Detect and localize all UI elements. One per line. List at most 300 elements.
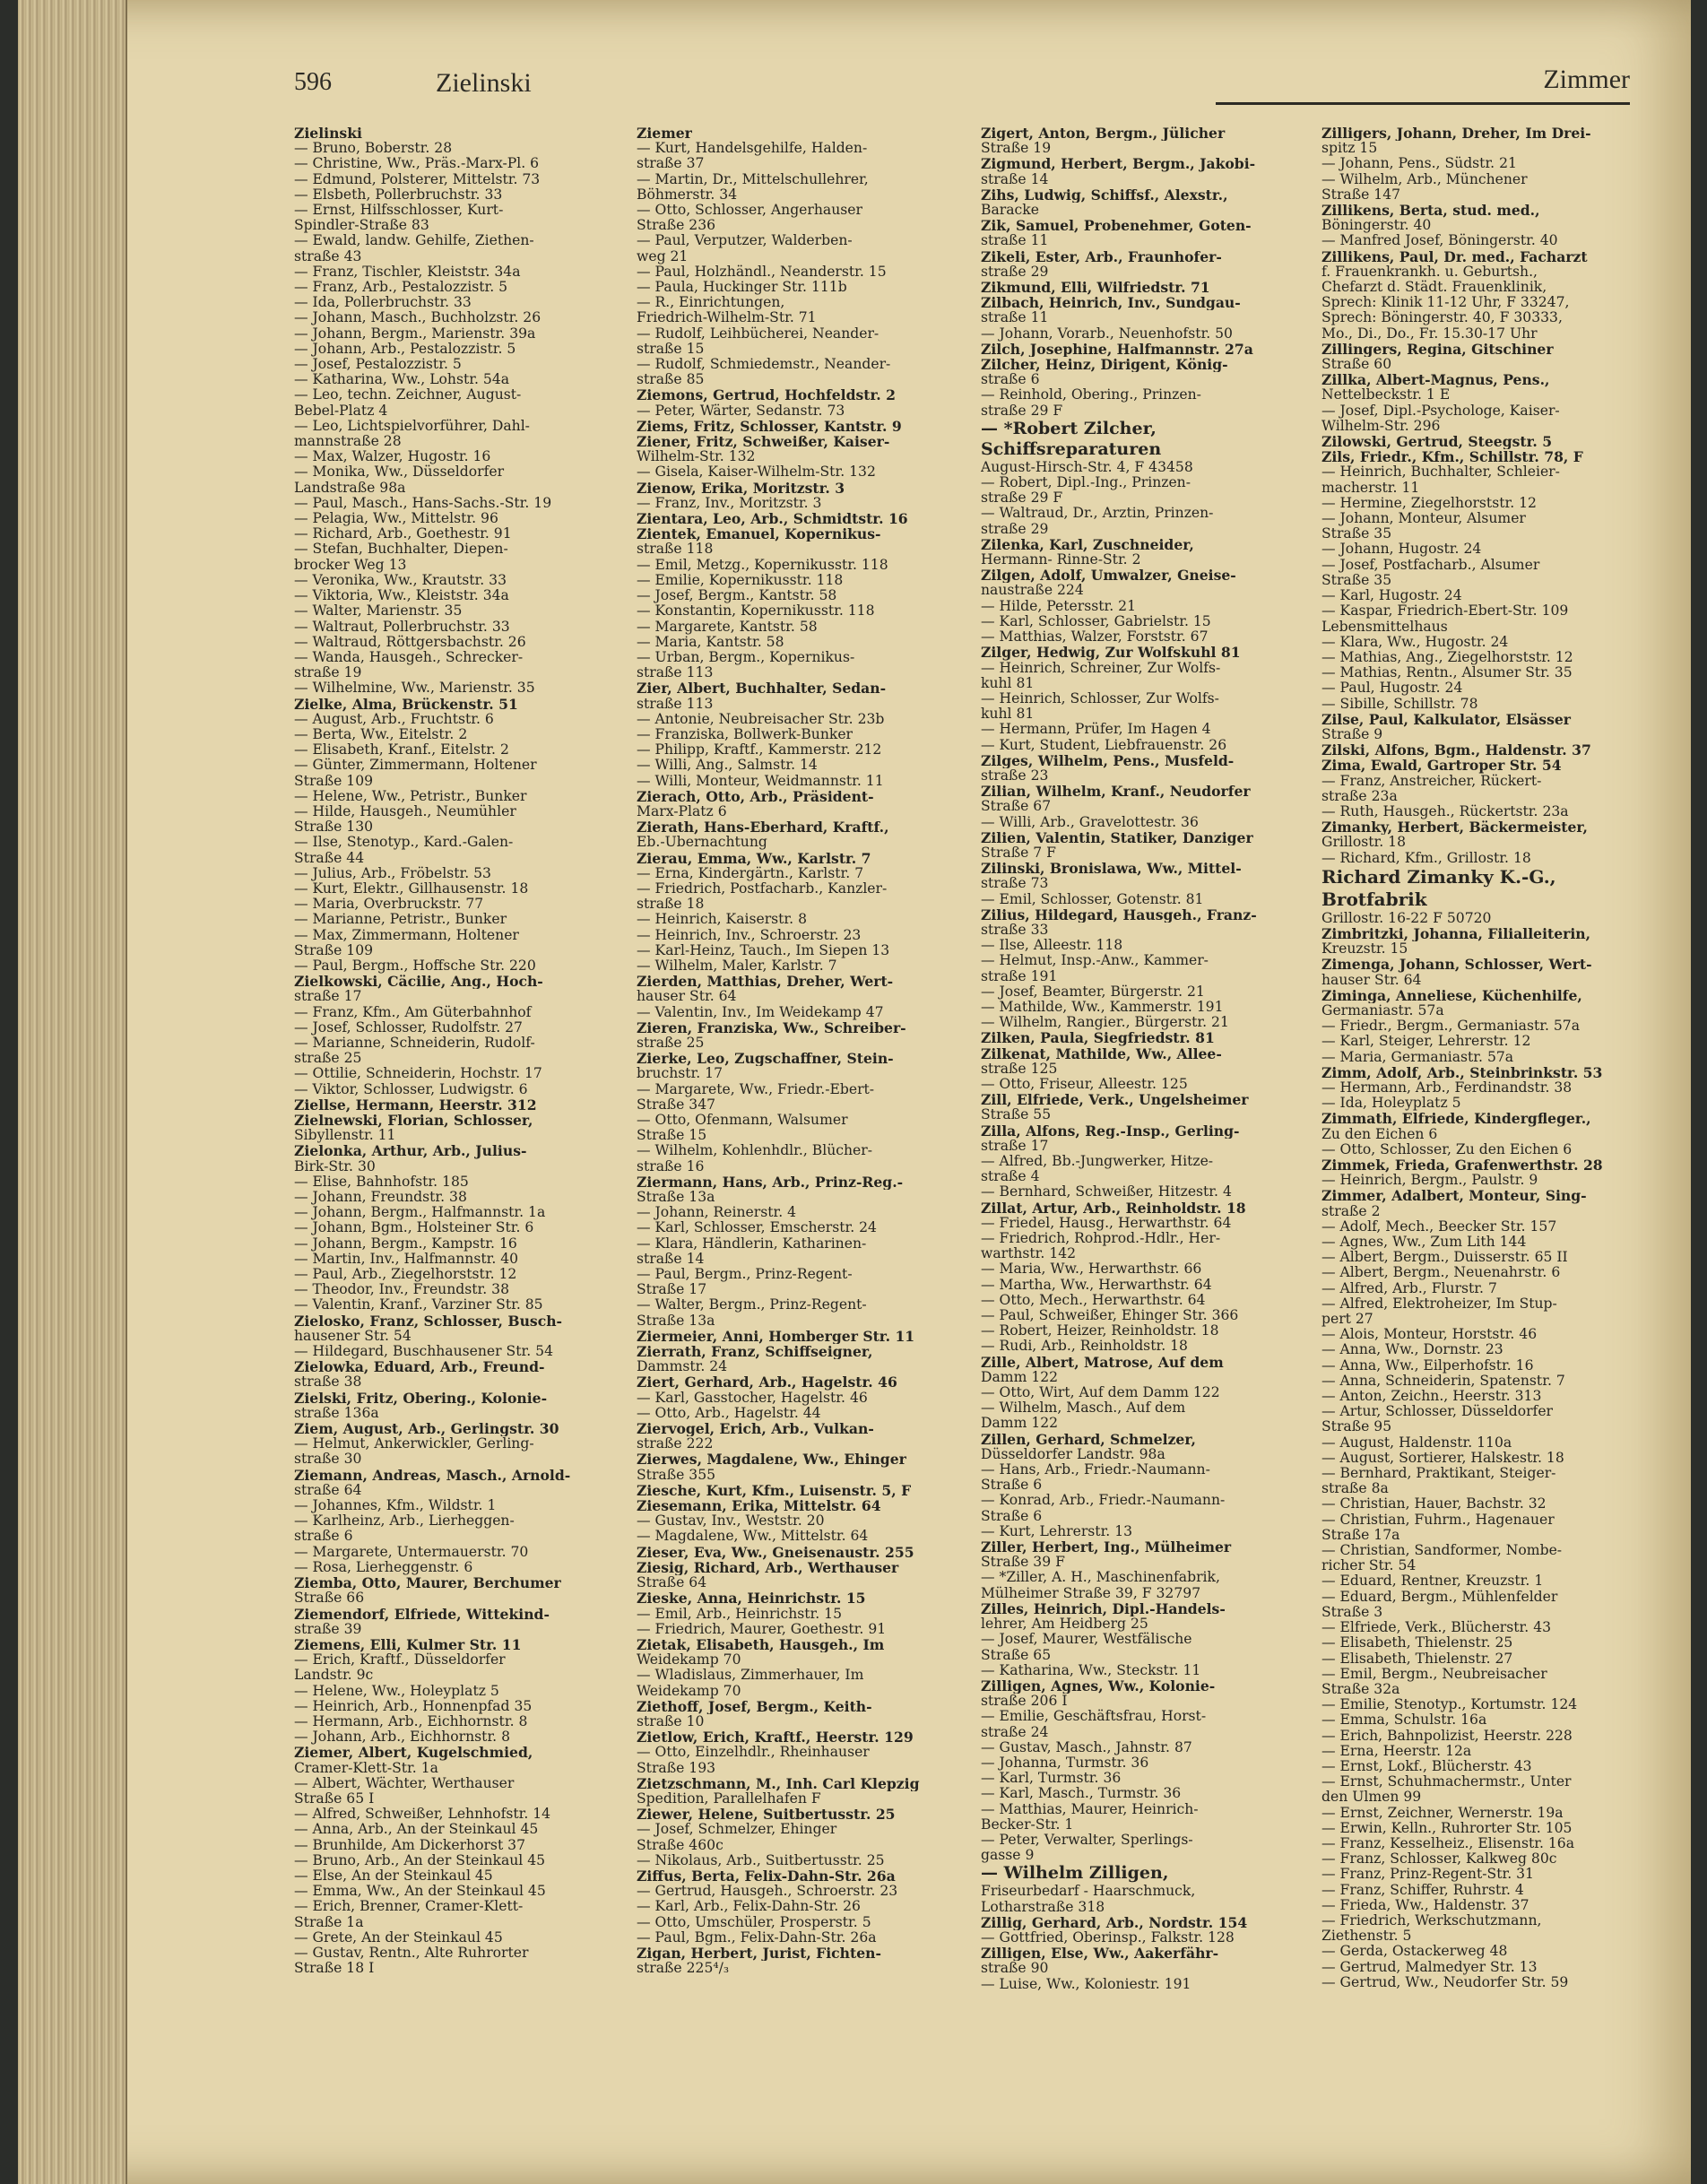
directory-entry: Ziener, Fritz, Schweißer, Kaiser-: [637, 434, 890, 450]
header-rule: [1216, 102, 1630, 105]
directory-entry: — Elisabeth, Thielenstr. 25: [1321, 1635, 1513, 1651]
directory-entry: Zierden, Matthias, Dreher, Wert-: [637, 974, 894, 990]
directory-entry: Ziller, Herbert, Ing., Mülheimer: [981, 1539, 1232, 1556]
directory-entry: — Helene, Ww., Holeyplatz 5: [294, 1683, 499, 1699]
directory-entry: — Heinrich, Schlosser, Zur Wolfs-: [981, 690, 1219, 706]
directory-entry: Hermann- Rinne-Str. 2: [981, 552, 1141, 568]
directory-entry: — Pelagia, Ww., Mittelstr. 96: [294, 511, 498, 527]
directory-entry: — Peter, Verwalter, Sperlings-: [981, 1832, 1193, 1848]
directory-entry: — Otto, Friseur, Alleestr. 125: [981, 1076, 1188, 1092]
directory-entry: — Friedrich, Rohprod.-Hdlr., Her-: [981, 1231, 1221, 1247]
directory-entry: Damm 122: [981, 1416, 1059, 1432]
directory-entry: August-Hirsch-Str. 4, F 43458: [981, 459, 1193, 475]
directory-entry: — Johann, Vorarb., Neuenhofstr. 50: [981, 325, 1233, 342]
directory-entry: Zilch, Josephine, Halfmannstr. 27a: [981, 341, 1253, 358]
directory-entry: — August, Sortierer, Halskestr. 18: [1321, 1450, 1564, 1466]
directory-entry: — Otto, Schlosser, Angerhauser: [637, 203, 862, 219]
directory-entry: — Hermine, Ziegelhorststr. 12: [1321, 495, 1537, 511]
directory-entry: straße 23: [981, 767, 1049, 784]
directory-entry: Zilowski, Gertrud, Steegstr. 5: [1321, 434, 1553, 450]
directory-entry: Zils, Friedr., Kfm., Schillstr. 78, F: [1321, 449, 1583, 465]
directory-entry: — Bernhard, Praktikant, Steiger-: [1321, 1466, 1556, 1482]
directory-entry: straße 43: [294, 248, 362, 264]
directory-entry: — Alois, Monteur, Horststr. 46: [1321, 1327, 1538, 1343]
directory-entry: — Grete, An der Steinkaul 45: [294, 1929, 503, 1946]
directory-entry: Ziermeier, Anni, Homberger Str. 11: [637, 1328, 915, 1345]
directory-entry: naustraße 224: [981, 583, 1084, 599]
directory-entry: Lebensmittelhaus: [1321, 619, 1448, 635]
directory-entry: Baracke: [981, 203, 1039, 219]
directory-entry: — Paul, Bgm., Felix-Dahn-Str. 26a: [637, 1929, 877, 1946]
directory-entry: Ziellse, Hermann, Heerstr. 312: [294, 1096, 537, 1113]
directory-entry: Straße 39 F: [981, 1555, 1065, 1571]
directory-entry: — Willi, Arb., Gravelottestr. 36: [981, 814, 1199, 830]
directory-entry: — Ewald, landw. Gehilfe, Ziethen-: [294, 233, 534, 249]
directory-entry: straße 30: [294, 1452, 362, 1468]
directory-entry: Straße 109: [294, 942, 374, 958]
directory-entry: — Kurt, Student, Liebfrauenstr. 26: [981, 737, 1227, 753]
directory-entry: — Max, Zimmermann, Holtener: [294, 927, 519, 943]
directory-entry: Ziemens, Elli, Kulmer Str. 11: [294, 1636, 522, 1653]
directory-entry: Straße 130: [294, 819, 374, 836]
directory-entry: — Ottilie, Schneiderin, Hochstr. 17: [294, 1066, 542, 1082]
directory-entry: — Ilse, Stenotyp., Kard.-Galen-: [294, 835, 514, 851]
directory-entry: straße 2: [1321, 1203, 1381, 1219]
directory-entry: straße 85: [637, 372, 705, 388]
directory-entry: — Josef, Dipl.-Psychologe, Kaiser-: [1321, 403, 1560, 419]
directory-entry: — Kaspar, Friedrich-Ebert-Str. 109: [1321, 603, 1569, 620]
directory-entry: — Johann, Arb., Pestalozzistr. 5: [294, 341, 516, 357]
directory-entry: Straße 3: [1321, 1604, 1383, 1620]
directory-entry: — Artur, Schlosser, Düsseldorfer: [1321, 1404, 1553, 1420]
directory-entry: — August, Haldenstr. 110a: [1321, 1434, 1512, 1451]
directory-entry: — Frieda, Ww., Haldenstr. 37: [1321, 1897, 1529, 1913]
directory-entry: — Karl, Masch., Turmstr. 36: [981, 1786, 1182, 1802]
directory-entry: Straße 44: [294, 850, 365, 866]
directory-entry: straße 118: [637, 542, 714, 558]
directory-entry: — Willi, Ang., Salmstr. 14: [637, 758, 818, 774]
directory-entry: gasse 9: [981, 1848, 1035, 1864]
directory-entry: — Johann, Bergm., Kampstr. 16: [294, 1235, 517, 1252]
directory-entry: — Karl, Steiger, Lehrerstr. 12: [1321, 1034, 1531, 1050]
directory-entry: — Rudi, Arb., Reinholdstr. 18: [981, 1339, 1188, 1355]
directory-entry: Ziemba, Otto, Maurer, Berchumer: [294, 1575, 561, 1591]
directory-entry: Bebel-Platz 4: [294, 403, 388, 419]
directory-entry: Zigert, Anton, Bergm., Jülicher: [981, 126, 1226, 142]
directory-entry: — Gustav, Rentn., Alte Ruhrorter: [294, 1945, 529, 1961]
directory-entry: Straße 17: [637, 1282, 707, 1298]
directory-entry: Damm 122: [981, 1369, 1059, 1385]
directory-entry: — Franz, Anstreicher, Rückert-: [1321, 773, 1542, 789]
directory-entry: Straße 66: [294, 1590, 365, 1607]
directory-entry: — Franz, Schlosser, Kalkweg 80c: [1321, 1851, 1557, 1868]
head-name: Zielinski: [436, 68, 532, 98]
directory-entry: straße 17: [981, 1138, 1049, 1154]
directory-entry: — Hildegard, Buschhausener Str. 54: [294, 1344, 553, 1360]
directory-entry: Grillostr. 18: [1321, 835, 1407, 851]
directory-entry: bruchstr. 17: [637, 1066, 724, 1082]
directory-entry: — Luise, Ww., Koloniestr. 191: [981, 1976, 1191, 1992]
directory-entry: Straße 236: [637, 218, 716, 234]
directory-entry: — Wilhelm, Maler, Karlstr. 7: [637, 958, 837, 974]
directory-column-4: [1321, 126, 1644, 1990]
directory-entry: Kreuzstr. 15: [1321, 941, 1408, 958]
directory-entry: Zilger, Hedwig, Zur Wolfskuhl 81: [981, 645, 1241, 661]
directory-entry: — Gertrud, Ww., Neudorfer Str. 59: [1321, 1974, 1569, 1990]
directory-entry: — Klara, Händlerin, Katharinen-: [637, 1235, 867, 1252]
directory-entry: — Stefan, Buchhalter, Diepen-: [294, 542, 508, 558]
directory-entry: straße 25: [637, 1035, 705, 1051]
directory-entry: Zilles, Heinrich, Dipl.-Handels-: [981, 1600, 1226, 1617]
directory-entry: — Ilse, Alleestr. 118: [981, 938, 1123, 954]
directory-entry: warthstr. 142: [981, 1246, 1077, 1262]
directory-entry: — Ida, Pollerbruchstr. 33: [294, 295, 472, 311]
directory-entry: — Valentin, Kranf., Varziner Str. 85: [294, 1297, 543, 1313]
directory-entry: Böhmerstr. 34: [637, 186, 738, 203]
directory-entry: straße 16: [637, 1158, 705, 1174]
directory-entry: — Mathias, Rentn., Alsumer Str. 35: [1321, 665, 1573, 681]
directory-entry: — Matthias, Walzer, Forststr. 67: [981, 629, 1209, 646]
directory-entry: straße 23a: [1321, 788, 1398, 804]
directory-entry: straße 206 I: [981, 1694, 1068, 1710]
directory-entry: — Albert, Wächter, Werthauser: [294, 1775, 515, 1791]
directory-entry: Straße 6: [981, 1508, 1043, 1524]
directory-entry: Zilla, Alfons, Reg.-Insp., Gerling-: [981, 1122, 1240, 1139]
directory-entry: straße 14: [981, 171, 1049, 187]
directory-entry: Zieske, Anna, Heinrichstr. 15: [637, 1590, 866, 1607]
directory-entry: Straße 95: [1321, 1419, 1392, 1435]
directory-entry: — Christian, Sandformer, Nombe-: [1321, 1543, 1563, 1559]
directory-entry: Zientara, Leo, Arb., Schmidtstr. 16: [637, 511, 908, 527]
directory-entry: — Heinrich, Buchhalter, Schleier-: [1321, 464, 1560, 481]
directory-entry: — Josef, Beamter, Bürgerstr. 21: [981, 984, 1205, 1000]
directory-entry: straße 18: [637, 897, 705, 913]
directory-entry: — Konstantin, Kopernikusstr. 118: [637, 603, 875, 620]
directory-entry: Zier, Albert, Buchhalter, Sedan-: [637, 680, 887, 697]
directory-entry: — Ruth, Hausgeh., Rückertstr. 23a: [1321, 803, 1569, 819]
directory-entry: mannstraße 28: [294, 434, 402, 450]
directory-entry: Weidekamp 70: [637, 1652, 741, 1668]
directory-entry: kuhl 81: [981, 706, 1035, 723]
directory-entry: — Christian, Hauer, Bachstr. 32: [1321, 1496, 1547, 1512]
directory-entry: — Ernst, Schuhmachermstr., Unter: [1321, 1774, 1572, 1790]
directory-entry: — Karl, Turmstr. 36: [981, 1771, 1122, 1787]
directory-entry: — Margarete, Kantstr. 58: [637, 619, 818, 635]
directory-entry: — Julius, Arb., Fröbelstr. 53: [294, 865, 491, 881]
directory-entry: — Gustav, Inv., Weststr. 20: [637, 1513, 825, 1530]
directory-entry: — *Ziller, A. H., Maschinenfabrik,: [981, 1570, 1220, 1586]
directory-entry: Grillostr. 16-22 F 50720: [1321, 910, 1492, 926]
directory-entry: straße 113: [637, 665, 714, 681]
directory-entry: Zilken, Paula, Siegfriedstr. 81: [981, 1030, 1215, 1046]
directory-entry: Cramer-Klett-Str. 1a: [294, 1760, 438, 1776]
directory-entry: Zilski, Alfons, Bgm., Haldenstr. 37: [1321, 742, 1591, 758]
directory-entry: Landstr. 9c: [294, 1668, 374, 1684]
directory-entry: Ziermann, Hans, Arb., Prinz-Reg.-: [637, 1174, 904, 1191]
directory-entry: — Konrad, Arb., Friedr.-Naumann-: [981, 1493, 1226, 1509]
directory-entry: — Otto, Arb., Hagelstr. 44: [637, 1405, 821, 1421]
directory-entry: — Heinrich, Bergm., Paulstr. 9: [1321, 1173, 1538, 1189]
directory-entry: — Waltraud, Dr., Ärztin, Prinzen-: [981, 506, 1214, 522]
directory-entry: — Rudolf, Leihbücherei, Neander-: [637, 325, 879, 342]
directory-entry: f. Frauenkrankh. u. Geburtsh.,: [1321, 264, 1538, 280]
directory-entry: — Franz, Kfm., Am Güterbahnhof: [294, 1004, 532, 1020]
directory-entry: Zilius, Hildegard, Hausgeh., Franz-: [981, 906, 1257, 923]
directory-entry: — Wilhelm Zilligen,: [981, 1863, 1169, 1884]
directory-entry: Zimmath, Elfriede, Kindergfleger.,: [1321, 1111, 1591, 1127]
directory-entry: Ziesig, Richard, Arb., Werthauser: [637, 1559, 899, 1576]
directory-entry: Zielnewski, Florian, Schlosser,: [294, 1113, 533, 1129]
directory-entry: — Reinhold, Obering., Prinzen-: [981, 387, 1201, 403]
directory-entry: — Gisela, Kaiser-Wilhelm-Str. 132: [637, 464, 876, 481]
directory-entry: straße 191: [981, 968, 1058, 984]
directory-entry: Zieren, Franziska, Ww., Schreiber-: [637, 1019, 906, 1036]
directory-entry: — Heinrich, Inv., Schroerstr. 23: [637, 927, 862, 943]
directory-entry: Weidekamp 70: [637, 1683, 741, 1699]
directory-entry: straße 29 F: [981, 490, 1063, 507]
directory-entry: — Hermann, Arb., Eichhornstr. 8: [294, 1713, 528, 1729]
directory-entry: — Paul, Bergm., Hoffsche Str. 220: [294, 958, 536, 974]
directory-entry: — Berta, Ww., Eitelstr. 2: [294, 726, 468, 742]
directory-entry: Ziffus, Berta, Felix-Dahn-Str. 26a: [637, 1868, 896, 1885]
page-edge-stack: [18, 0, 127, 2184]
directory-entry: — Edmund, Polsterer, Mittelstr. 73: [294, 171, 541, 187]
directory-entry: Friseurbedarf - Haarschmuck,: [981, 1884, 1196, 1900]
directory-entry: — Ernst, Hilfsschlosser, Kurt-: [294, 203, 504, 219]
directory-entry: straße 24: [981, 1724, 1049, 1740]
directory-entry: straße 15: [637, 341, 705, 357]
directory-entry: — Elfriede, Verk., Blücherstr. 43: [1321, 1620, 1552, 1636]
directory-entry: Spindler-Straße 83: [294, 218, 429, 234]
directory-entry: Zilse, Paul, Kalkulator, Elsässer: [1321, 711, 1571, 727]
directory-entry: Zielkowski, Cäcilie, Ang., Hoch-: [294, 974, 543, 990]
directory-entry: straße 37: [637, 156, 705, 172]
directory-entry: — Karlheinz, Arb., Lierheggen-: [294, 1513, 515, 1530]
directory-entry: — Gottfried, Oberinsp., Falkstr. 128: [981, 1929, 1235, 1946]
directory-entry: — Ernst, Lokf., Blücherstr. 43: [1321, 1758, 1532, 1774]
directory-entry: — Wanda, Hausgeh., Schrecker-: [294, 649, 524, 665]
directory-entry: — Valentin, Inv., Im Weidekamp 47: [637, 1004, 884, 1020]
directory-entry: Straße 6: [981, 1478, 1043, 1494]
directory-entry: straße 225⁴/₃: [637, 1961, 730, 1977]
directory-entry: Zillen, Gerhard, Schmelzer,: [981, 1431, 1196, 1447]
directory-entry: — Josef, Bergm., Kantstr. 58: [637, 588, 837, 604]
directory-entry: straße 136a: [294, 1405, 379, 1421]
directory-entry: — Josef, Postfacharb., Alsumer: [1321, 557, 1540, 573]
directory-entry: Birk-Str. 30: [294, 1158, 376, 1174]
directory-entry: straße 19: [294, 665, 362, 681]
directory-entry: — Emil, Metzg., Kopernikusstr. 118: [637, 557, 888, 573]
directory-entry: Straße 13a: [637, 1313, 715, 1329]
directory-entry: brocker Weg 13: [294, 557, 407, 573]
directory-entry: Zikeli, Ester, Arb., Fraunhofer-: [981, 248, 1222, 264]
directory-entry: — Else, An der Steinkaul 45: [294, 1868, 493, 1884]
directory-entry: — Heinrich, Arb., Honnenpfad 35: [294, 1698, 533, 1714]
directory-entry: Ziemer: [637, 126, 692, 142]
directory-entry: — Erwin, Kelln., Ruhrorter Str. 105: [1321, 1820, 1573, 1836]
directory-entry: Straße 35: [1321, 526, 1392, 542]
directory-entry: hauser Str. 64: [637, 989, 737, 1005]
directory-entry: — Sibille, Schillstr. 78: [1321, 696, 1478, 712]
directory-entry: — Leo, techn. Zeichner, August-: [294, 387, 522, 403]
directory-entry: Straße 55: [981, 1107, 1052, 1123]
directory-entry: Straße 65: [981, 1647, 1052, 1663]
directory-entry: Zielonka, Arthur, Arb., Julius-: [294, 1143, 527, 1159]
directory-entry: Sibyllenstr. 11: [294, 1128, 396, 1144]
directory-entry: Zierath, Hans-Eberhard, Kraftf.,: [637, 819, 889, 836]
directory-entry: kuhl 81: [981, 675, 1035, 691]
directory-entry: — Emilie, Kopernikusstr. 118: [637, 572, 844, 588]
directory-entry: — R., Einrichtungen,: [637, 295, 785, 311]
directory-entry: — Max, Walzer, Hugostr. 16: [294, 449, 491, 465]
directory-entry: Zille, Albert, Matrose, Auf dem: [981, 1354, 1224, 1370]
directory-entry: Sprech: Böningerstr. 40, F 30333,: [1321, 310, 1563, 326]
directory-entry: Straße 64: [637, 1575, 707, 1591]
directory-entry: — Kurt, Lehrerstr. 13: [981, 1523, 1133, 1539]
directory-entry: straße 38: [294, 1374, 362, 1391]
directory-entry: — Friedel, Hausg., Herwarthstr. 64: [981, 1215, 1232, 1231]
directory-entry: — Franz, Schiffer, Ruhrstr. 4: [1321, 1882, 1524, 1898]
directory-entry: — Klara, Ww., Hugostr. 24: [1321, 634, 1509, 650]
directory-entry: Zietlow, Erich, Kraftf., Heerstr. 129: [637, 1729, 914, 1746]
directory-entry: — Alfred, Bb.-Jungwerker, Hitze-: [981, 1154, 1214, 1169]
directory-entry: Ziemendorf, Elfriede, Wittekind-: [294, 1606, 550, 1622]
directory-entry: — Johann, Bgm., Holsteiner Str. 6: [294, 1220, 534, 1236]
directory-entry: — Kurt, Handelsgehilfe, Halden-: [637, 141, 868, 157]
directory-entry: Zierrath, Franz, Schiffseigner,: [637, 1344, 873, 1360]
directory-entry: Ziemons, Gertrud, Hochfeldstr. 2: [637, 387, 896, 403]
directory-entry: Ziewer, Helene, Suitbertusstr. 25: [637, 1807, 896, 1823]
directory-entry: — Katharina, Ww., Lohstr. 54a: [294, 372, 510, 388]
directory-entry: Zu den Eichen 6: [1321, 1126, 1438, 1142]
directory-entry: straße 11: [981, 310, 1049, 326]
directory-entry: Ziesemann, Erika, Mittelstr. 64: [637, 1498, 881, 1514]
directory-entry: Zillat, Artur, Arb., Reinholdstr. 18: [981, 1200, 1246, 1216]
directory-entry: Ziminga, Anneliese, Küchenhilfe,: [1321, 987, 1582, 1003]
directory-entry: — Emma, Ww., An der Steinkaul 45: [294, 1884, 546, 1900]
directory-entry: Zilbach, Heinrich, Inv., Sundgau-: [981, 295, 1241, 311]
directory-entry: Zietzschmann, M., Inh. Carl Klepzig: [637, 1775, 920, 1791]
directory-entry: — Hilde, Petersstr. 21: [981, 598, 1136, 614]
directory-entry: Zielinski: [294, 126, 362, 142]
directory-entry: pert 27: [1321, 1312, 1373, 1328]
directory-entry: — Emil, Bergm., Neubreisacher: [1321, 1666, 1547, 1682]
directory-entry: — Kurt, Elektr., Gillhausenstr. 18: [294, 880, 529, 897]
directory-entry: Zillingers, Regina, Gitschiner: [1321, 341, 1554, 358]
directory-entry: Zimenga, Johann, Schlosser, Wert-: [1321, 957, 1592, 973]
directory-entry: — Richard, Arb., Goethestr. 91: [294, 526, 512, 542]
directory-entry: — Hermann, Arb., Ferdinandstr. 38: [1321, 1079, 1573, 1096]
directory-entry: Schiffsreparaturen: [981, 438, 1162, 459]
directory-entry: straße 8a: [1321, 1481, 1389, 1497]
directory-entry: — Peter, Wärter, Sedanstr. 73: [637, 403, 845, 419]
directory-entry: Zientek, Emanuel, Kopernikus-: [637, 526, 881, 542]
directory-entry: — Maria, Kantstr. 58: [637, 634, 784, 650]
directory-column-3: [981, 126, 1304, 1992]
directory-entry: straße 29: [981, 264, 1049, 280]
directory-entry: — Christian, Fuhrm., Hagenauer: [1321, 1512, 1555, 1528]
directory-entry: Ziesche, Kurt, Kfm., Luisenstr. 5, F: [637, 1482, 912, 1499]
directory-entry: Straße 193: [637, 1760, 716, 1776]
directory-entry: Ziemann, Andreas, Masch., Arnold-: [294, 1467, 571, 1483]
directory-entry: Zienow, Erika, Moritzstr. 3: [637, 480, 845, 496]
directory-entry: — Mathilde, Ww., Kammerstr. 191: [981, 999, 1224, 1015]
directory-entry: — Magdalene, Ww., Mittelstr. 64: [637, 1529, 869, 1545]
directory-entry: Düsseldorfer Landstr. 98a: [981, 1446, 1165, 1462]
directory-entry: straße 222: [637, 1436, 714, 1452]
directory-entry: — Josef, Pestalozzistr. 5: [294, 357, 462, 373]
directory-entry: — Elsbeth, Pollerbruchstr. 33: [294, 186, 503, 203]
directory-entry: — Erich, Kraftf., Düsseldorfer: [294, 1652, 506, 1668]
directory-entry: Zielski, Fritz, Obering., Kolonie-: [294, 1390, 548, 1406]
directory-entry: — Martin, Dr., Mittelschullehrer,: [637, 171, 869, 187]
directory-entry: — Elisabeth, Kranf., Eitelstr. 2: [294, 742, 509, 758]
directory-entry: — Marianne, Schneiderin, Rudolf-: [294, 1035, 535, 1051]
directory-entry: — Emil, Arb., Heinrichstr. 15: [637, 1606, 843, 1622]
directory-entry: — Franz, Tischler, Kleiststr. 34a: [294, 264, 521, 280]
directory-entry: — Paul, Schweißer, Ehinger Str. 366: [981, 1308, 1239, 1324]
directory-entry: — Wladislaus, Zimmerhauer, Im: [637, 1668, 864, 1684]
directory-entry: — Waltraud, Röttgersbachstr. 26: [294, 634, 526, 650]
directory-entry: — Viktor, Schlosser, Ludwigstr. 6: [294, 1081, 528, 1097]
directory-entry: — Alfred, Elektroheizer, Im Stup-: [1321, 1296, 1557, 1312]
directory-entry: straße 14: [637, 1251, 705, 1267]
directory-entry: — Urban, Bergm., Kopernikus-: [637, 649, 855, 665]
directory-page: [18, 0, 1691, 2184]
directory-entry: Zillikens, Berta, stud. med.,: [1321, 203, 1540, 219]
directory-entry: — Emil, Schlosser, Gotenstr. 81: [981, 891, 1204, 907]
directory-entry: Zierwes, Magdalene, Ww., Ehinger: [637, 1452, 906, 1468]
directory-entry: Chefarzt d. Städt. Frauenklinik,: [1321, 280, 1547, 296]
directory-entry: — Johannes, Kfm., Wildstr. 1: [294, 1498, 497, 1514]
directory-entry: — Franz, Prinz-Regent-Str. 31: [1321, 1867, 1534, 1883]
directory-entry: — Maria, Germaniastr. 57a: [1321, 1049, 1514, 1065]
directory-entry: — Elise, Bahnhofstr. 185: [294, 1174, 469, 1190]
directory-entry: — Katharina, Ww., Steckstr. 11: [981, 1662, 1201, 1678]
directory-entry: — Waltraut, Pollerbruchstr. 33: [294, 619, 510, 635]
directory-entry: — Hilde, Hausgeh., Neumühler: [294, 803, 516, 819]
directory-entry: — Gertrud, Hausgeh., Schroerstr. 23: [637, 1884, 898, 1900]
directory-entry: spitz 15: [1321, 141, 1378, 157]
directory-entry: — Rudolf, Schmiedemstr., Neander-: [637, 357, 891, 373]
directory-entry: — Paul, Verputzer, Walderben-: [637, 233, 853, 249]
directory-entry: Zierke, Leo, Zugschaffner, Stein-: [637, 1051, 894, 1067]
directory-entry: — Richard, Kfm., Grillostr. 18: [1321, 850, 1531, 866]
directory-entry: — Bruno, Arb., An der Steinkaul 45: [294, 1852, 546, 1868]
directory-entry: — Paula, Huckinger Str. 111b: [637, 280, 847, 296]
directory-entry: — Margarete, Ww., Friedr.-Ebert-: [637, 1081, 875, 1097]
directory-entry: Zima, Ewald, Gartroper Str. 54: [1321, 758, 1562, 774]
directory-entry: — Alfred, Arb., Flurstr. 7: [1321, 1280, 1497, 1296]
directory-entry: Zilinski, Bronislawa, Ww., Mittel-: [981, 861, 1242, 877]
directory-entry: — Anna, Arb., An der Steinkaul 45: [294, 1822, 539, 1838]
directory-entry: — Maria, Ww., Herwarthstr. 66: [981, 1261, 1202, 1278]
directory-entry: straße 4: [981, 1169, 1040, 1185]
directory-entry: Zimm, Adolf, Arb., Steinbrinkstr. 53: [1321, 1064, 1603, 1080]
directory-entry: — Johann, Freundstr. 38: [294, 1190, 467, 1206]
directory-entry: straße 6: [981, 372, 1040, 388]
directory-entry: straße 25: [294, 1051, 362, 1067]
directory-entry: Zilkenat, Mathilde, Ww., Allee-: [981, 1045, 1222, 1062]
directory-entry: Zilcher, Heinz, Dirigent, König-: [981, 357, 1228, 373]
directory-entry: Zilgen, Adolf, Umwalzer, Gneise-: [981, 568, 1236, 584]
directory-entry: — Philipp, Kraftf., Kammerstr. 212: [637, 742, 882, 758]
directory-entry: Zietak, Elisabeth, Hausgeh., Im: [637, 1636, 885, 1653]
directory-entry: — Wilhelm, Kohlenhdlr., Blücher-: [637, 1143, 872, 1159]
directory-entry: — Helene, Ww., Petristr., Bunker: [294, 788, 527, 804]
directory-entry: — Josef, Schlosser, Rudolfstr. 27: [294, 1019, 523, 1036]
running-head: Zimmer: [1543, 65, 1630, 94]
